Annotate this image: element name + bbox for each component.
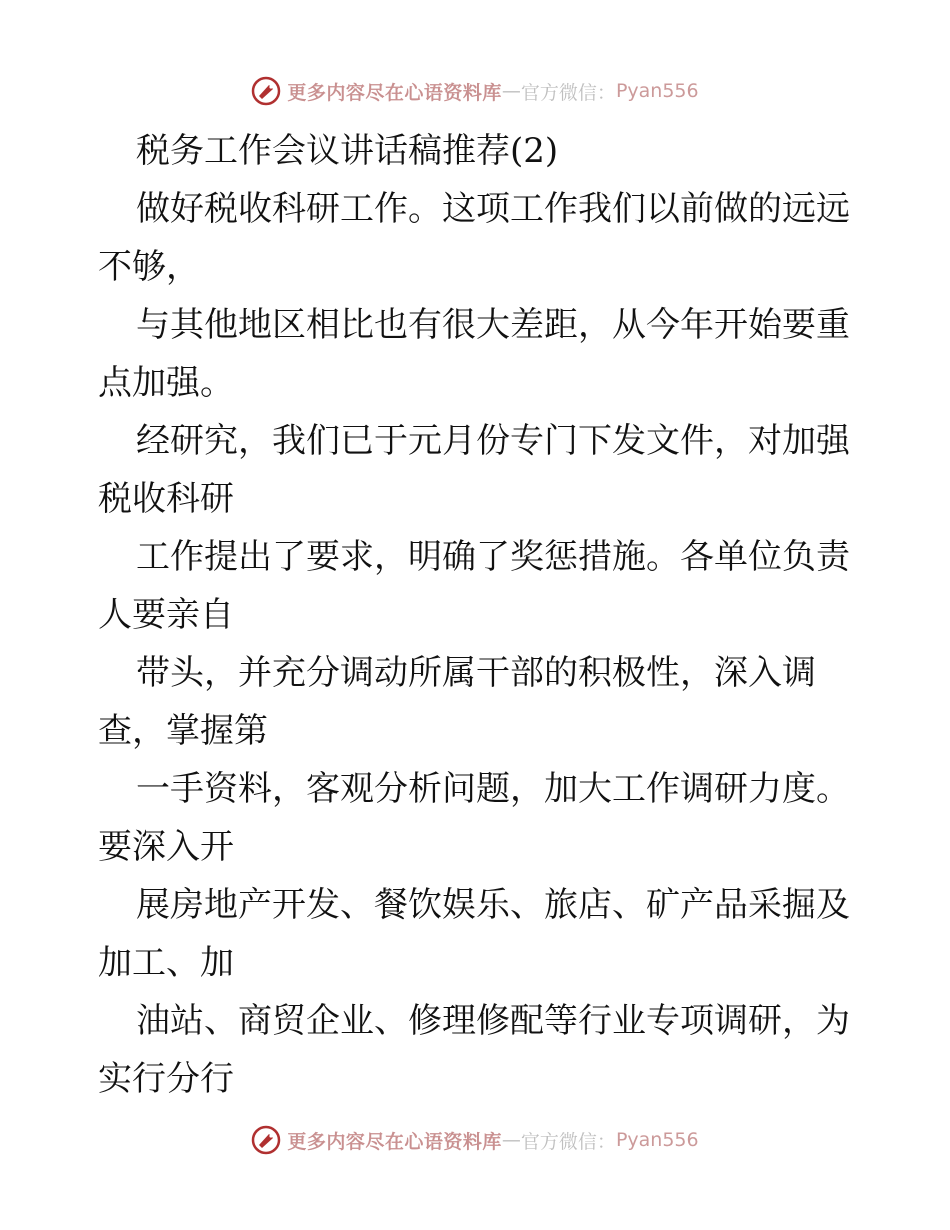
header-dash: — [501, 80, 521, 102]
text-line: 实行分行 [98, 1059, 234, 1099]
text-line: 工作提出了要求，明确了奖惩措施。各单位负责 [136, 537, 850, 577]
text-line: 加工、加 [98, 943, 234, 983]
text-line: 带头，并充分调动所属干部的积极性，深入调 [136, 653, 816, 693]
text-line: 人要亲自 [98, 595, 234, 635]
footer-dash: — [501, 1129, 521, 1151]
text-line: 展房地产开发、餐饮娱乐、旅店、矿产品采掘及 [136, 885, 850, 925]
pen-nib-logo-icon [251, 76, 281, 106]
footer-wechat-label: 官方微信： [520, 1130, 616, 1153]
header-site-text: 更多内容尽在心语资料库 [287, 81, 502, 104]
header-wechat-account: Pyan556 [615, 80, 699, 102]
text-line: 一手资料，客观分析问题，加大工作调研力度。 [136, 769, 850, 809]
text-line: 做好税收科研工作。这项工作我们以前做的远远 [136, 189, 850, 229]
text-line: 油站、商贸企业、修理修配等行业专项调研，为 [136, 1001, 850, 1041]
header-watermark-banner [0, 71, 950, 111]
footer-watermark-banner [0, 1120, 950, 1160]
header-wechat-label: 官方微信： [520, 81, 616, 104]
text-line: 要深入开 [98, 827, 234, 867]
text-line: 税收科研 [98, 479, 234, 519]
pen-nib-logo-icon [251, 1125, 281, 1155]
footer-wechat-account: Pyan556 [615, 1129, 699, 1151]
text-line: 点加强。 [98, 363, 234, 403]
footer-site-text: 更多内容尽在心语资料库 [287, 1130, 502, 1153]
text-line: 与其他地区相比也有很大差距，从今年开始要重 [136, 305, 850, 345]
text-line: 经研究，我们已于元月份专门下发文件，对加强 [136, 421, 850, 461]
text-line: 查，掌握第 [98, 711, 268, 751]
text-line: 不够， [98, 247, 200, 287]
document-title: 税务工作会议讲话稿推荐(2) [136, 131, 559, 171]
document-body [98, 122, 858, 1108]
